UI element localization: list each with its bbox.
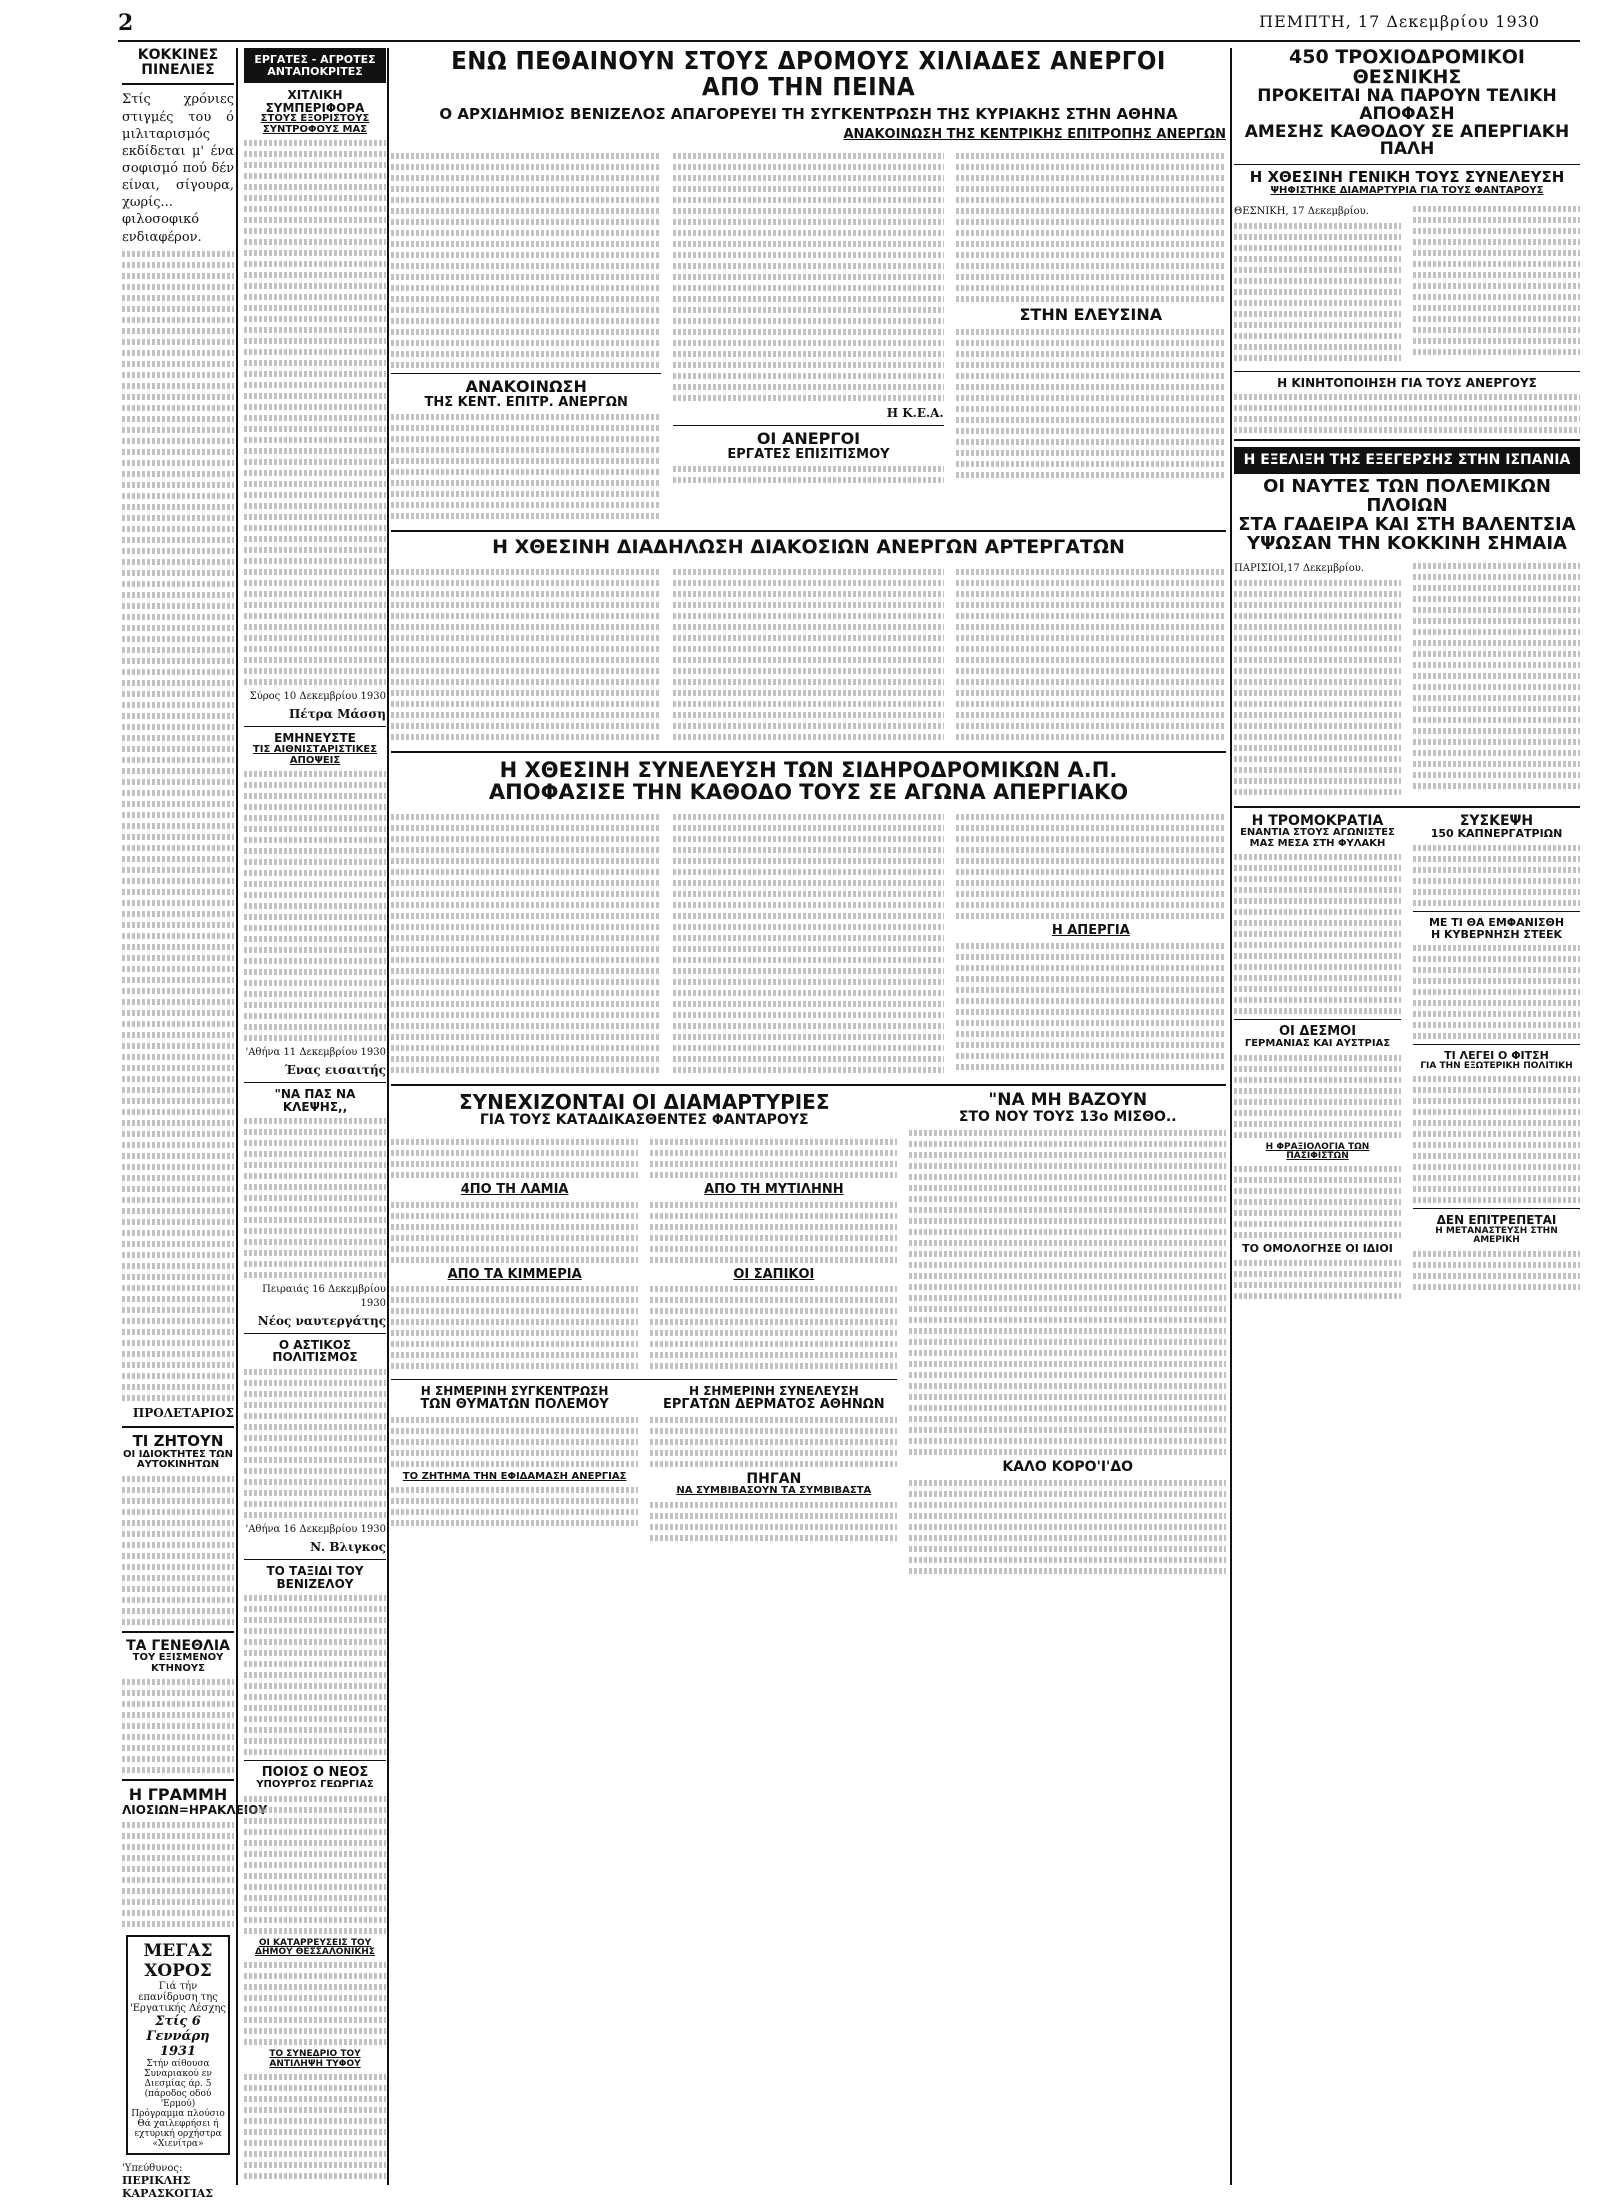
- headline-eleusina: ΣΤΗΝ ΕΛΕΥΣΙΝΑ: [1019, 304, 1163, 324]
- responsible-label: 'Υπεύθυνος:: [122, 2162, 183, 2174]
- subheadline: ΝΑ ΣΥΜΒΙΒΑΣΟΥΝ ΤΑ ΣΥΜΒΙΒΑΣΤΑ: [676, 1485, 872, 1497]
- headline-ispania: Η ΕΞΕΛΙΞΗ ΤΗΣ ΕΞΕΓΕΡΣΗΣ ΣΤΗΝ ΙΣΠΑΝΙΑ: [1234, 447, 1580, 474]
- article-signature: Πέτρα Μάσση: [288, 707, 386, 722]
- headline-na-mi-vazoun: "ΝΑ ΜΗ ΒΑΖΟΥΝ: [988, 1090, 1148, 1111]
- lead-story-columns: [391, 148, 1226, 524]
- headline-ispania-3: ΣΤΑ ΓΑΔΕΙΡΑ ΚΑΙ ΣΤΗ ΒΑΛΕΝΤΣΙΑ: [1238, 513, 1576, 535]
- column-correspondents: [240, 48, 390, 2185]
- subheadline: ΕΝΑΝΤΙΑ ΣΤΟΥΣ ΑΓΩΝΙΣΤΕΣ ΜΑΣ ΜΕΣΑ ΣΤΗ ΦΥΛΑΚΗ: [1240, 827, 1395, 849]
- headline-kinitopoiisi: Η ΚΙΝΗΤΟΠΟΙΗΣΗ ΓΙΑ ΤΟΥΣ ΑΝΕΡΓΟΥΣ: [1277, 375, 1537, 390]
- headline-diadilosi-artergaton: Η ΧΘΕΣΙΝΗ ΔΙΑΔΗΛΩΣΗ ΔΙΑΚΟΣΙΩΝ ΑΝΕΡΓΩΝ ΑΡΤΕΡΓΑΤΩΝ: [492, 536, 1125, 559]
- subheadline: ΤΩΝ ΘΥΜΑΤΩΝ ΠΟΛΕΜΟΥ: [420, 1396, 609, 1412]
- demo-story-columns: [391, 564, 1226, 745]
- ad-text: Γιά τήν επανίδρυση της 'Εργατικής Λέσχης: [130, 1980, 227, 2014]
- page-number: 2: [118, 10, 134, 36]
- headline-apergia: Η ΑΠΕΡΓΙΑ: [1051, 923, 1130, 939]
- lead-col-2: [673, 148, 943, 524]
- headline-ispania-4: ΥΨΩΣΑΝ ΤΗΝ ΚΟΚΚΙΝΗ ΣΗΜΑΙΑ: [1247, 532, 1567, 554]
- rail-story-columns: [391, 809, 1226, 1078]
- dispatch-dateline: ΠΑΡΙΣΙΟΙ,17 Δεκεμβρίου.: [1234, 562, 1365, 574]
- headline-syskepsi: ΣΥΣΚΕΨΗ: [1459, 812, 1534, 829]
- subheadline: Η ΜΕΤΑΝΑΣΤΕΥΣΗ ΣΤΗΝ ΑΜΕΡΙΚΗ: [1435, 1225, 1558, 1246]
- headline-ispania-2: ΟΙ ΝΑΥΤΕΣ ΤΩΝ ΠΟΛΕΜΙΚΩΝ ΠΛΟΙΩΝ: [1263, 475, 1551, 516]
- masthead-bar: [118, 6, 1580, 42]
- main-headline: ΕΝΩ ΠΕΘΑΙΝΟΥΝ ΣΤΟΥΣ ΔΡΟΜΟΥΣ ΧΙΛΙΑΔΕΣ ΑΝΕΡΓΟΙ ΑΠΟ ΤΗΝ ΠΕΙΝΑ: [451, 46, 1166, 102]
- salary-block: [909, 1092, 1226, 1578]
- headline-tromokratia: Η ΤΡΟΜΟΚΡΑΤΙΑ: [1251, 812, 1384, 829]
- headline-synelefsi-dermatos: Η ΣΗΜΕΡΙΝΗ ΣΥΝΕΛΕΥΣΗ: [689, 1384, 859, 1399]
- headline-anergia: ΤΟ ΖΗΤΗΜΑ ΤΗΝ ΕΦΙΔΑΜΑΣΗ ΑΝΕΡΓΙΑΣ: [402, 1470, 627, 1482]
- headline-taxidi-venizelou: ΤΟ ΤΑΞΙΔΙ ΤΟΥ ΒΕΝΙΖΕΛΟΥ: [266, 1564, 364, 1591]
- subheadline: ΕΡΓΑΤΩΝ ΔΕΡΜΑΤΟΣ ΑΘΗΝΩΝ: [663, 1396, 885, 1412]
- main-subheadline-2: ΑΝΑΚΟΙΝΩΣΗ ΤΗΣ ΚΕΝΤΡΙΚΗΣ ΕΠΙΤΡΟΠΗΣ ΑΝΕΡΓΩΝ: [843, 127, 1226, 143]
- headline-pigan: ΠΗΓΑΝ: [746, 1470, 802, 1487]
- headline-sapioi: ΟΙ ΣΑΠΙΚΟΙ: [733, 1266, 815, 1282]
- subheadline: ΟΙ ΚΑΤΑΡΡΕΥΣΕΙΣ ΤΟΥ ΔΗΜΟΥ ΘΕΣΣΑΛΟΝΙΚΗΣ: [255, 1937, 375, 1957]
- headline-desmoi: ΟΙ ΔΕΣΜΟΙ: [1278, 1024, 1357, 1040]
- right-headline-3: ΑΜΕΣΗΣ ΚΑΘΟΔΟΥ ΣΕ ΑΠΕΡΓΙΑΚΗ ΠΑΛΗ: [1244, 121, 1570, 160]
- right-headline: 450 ΤΡΟΧΙΟΔΡΟΜΙΚΟΙ ΘΕΣΝΙΚΗΣ: [1289, 46, 1525, 88]
- headline-emineuste: ΕΜΗΝΕΥΣΤΕ: [274, 731, 356, 746]
- subheadline: Η ΚΥΒΕΡΝΗΣΗ ΣΤΕΕΚ: [1430, 927, 1563, 941]
- headline-poios-o-neos: ΠΟΙΟΣ Ο ΝΕΟΣ: [261, 1765, 369, 1781]
- headline-synkentrosi-thymaton: Η ΣΗΜΕΡΙΝΗ ΣΥΓΚΕΝΤΡΩΣΗ: [420, 1384, 609, 1399]
- headline-na-pas-na-klepsis: "ΝΑ ΠΑΣ ΝΑ ΚΛΕΨΗΣ,,: [274, 1087, 356, 1114]
- headline-omologise: ΤΟ ΟΜΟΛΟΓΗΣΕ ΟΙ ΙΔΙΟΙ: [1242, 1242, 1393, 1256]
- subheadline: ΓΙΑ ΤΟΥΣ ΚΑΤΑΔΙΚΑΣΘΕΝΤΕΣ ΦΑΝΤΑΡΟΥΣ: [479, 1112, 809, 1129]
- headline-ti-zitoun: ΤΙ ΖΗΤΟΥΝ: [132, 1431, 224, 1450]
- lead-col-3: [956, 148, 1226, 524]
- lower-stories: [391, 1092, 1226, 1578]
- column-kokkines-pinelies: [118, 47, 268, 2200]
- subheadline: ΤΟ ΣΥΝΕΔΡΙΟ ΤΟΥ ΑΝΤΙΛΗΨΗ ΤΥΦΟΥ: [269, 2049, 361, 2069]
- headline-grammi: Η ΓΡΑΜΜΗ: [128, 1785, 228, 1805]
- headline-fraxiologia: Η ΦΡΑΞΙΟΛΟΓΙΑ ΤΩΝ ΠΑΣΙΦΙΣΤΩΝ: [1265, 1141, 1370, 1161]
- column-title: ΚΟΚΚΙΝΕΣ ΠΙΝΕΛΙΕΣ: [137, 47, 219, 78]
- headline-den-epitrepetai: ΔΕΝ ΕΠΙΤΡΕΠΕΤΑΙ: [1436, 1213, 1557, 1228]
- headline-fitsi: ΤΙ ΛΕΓΕΙ Ο ΦΙΤΣΗ: [1444, 1049, 1549, 1063]
- article-date: 'Αθήνα 16 Δεκεμβρίου 1930: [245, 1524, 386, 1535]
- subheadline: ΣΤΟ ΝΟΥ ΤΟΥΣ 13ο ΜΙΣΘΟ..: [958, 1109, 1177, 1126]
- ad-date: Στίς 6 Γεννάρη 1931: [146, 2013, 210, 2059]
- article-lead: Στίς χρόνιες στιγμές του ό μιλιταρισμός εκδίδεται μ' ένα σοφισμό πού δέν είναι, σίγουρα, χωρίς... φιλοσοφικό ενδιαφέρον.: [122, 92, 234, 245]
- lead-col-1: [391, 148, 661, 524]
- dispatch-kimmeria: ΑΠΟ ΤΑ ΚΙΜΜΕΡΙΑ: [447, 1266, 582, 1282]
- article-signature: Ένας εισαιτής: [284, 1063, 386, 1078]
- headline-astikos-politismos: Ο ΑΣΤΙΚΟΣ ΠΟΛΙΤΙΣΜΟΣ: [272, 1337, 358, 1365]
- subheadline: ΓΕΡΜΑΝΙΑΣ ΚΑΙ ΑΥΣΤΡΙΑΣ: [1244, 1038, 1391, 1050]
- article-signature: Ν. Βλιγκος: [310, 1540, 386, 1555]
- article-signature: Η Κ.Ε.Α.: [886, 405, 944, 420]
- subheadline: ΣΤΟΥΣ ΕΞΟΡΙΣΤΟΥΣ ΣΥΝΤΡΟΦΟΥΣ ΜΑΣ: [260, 113, 370, 135]
- subheadline: ΕΡΓΑΤΕΣ ΕΠΙΣΙΤΙΣΜΟΥ: [727, 446, 890, 462]
- article-date: Πειραιάς 16 Δεκεμβρίου 1930: [262, 1284, 386, 1309]
- headline-diamartyries: ΣΥΝΕΧΙΖΟΝΤΑΙ ΟΙ ΔΙΑΜΑΡΤΥΡΙΕΣ: [458, 1090, 830, 1115]
- subheadline: 150 ΚΑΠΝΕΡΓΑΤΡΙΩΝ: [1430, 827, 1563, 841]
- headline-genethlia: ΤΑ ΓΕΝΕΘΛΙΑ: [126, 1637, 230, 1654]
- subheadline: ΥΠΟΥΡΓΟΣ ΓΕΩΡΓΙΑΣ: [256, 1779, 374, 1791]
- right-headline-2: ΠΡΟΚΕΙΤΑΙ ΝΑ ΠΑΡΟΥΝ ΤΕΛΙΚΗ ΑΠΟΦΑΣΗ: [1257, 85, 1557, 124]
- ad-title: ΜΕΓΑΣ ΧΟΡΟΣ: [143, 1940, 213, 1981]
- right-subheadline: Η ΧΘΕΣΙΝΗ ΓΕΝΙΚΗ ΤΟΥΣ ΣΥΝΕΛΕΥΣΗ: [1249, 168, 1565, 187]
- headline-steek: ΜΕ ΤΙ ΘΑ ΕΜΦΑΝΙΣΘΗ: [1428, 915, 1565, 929]
- column-title: ΕΡΓΑΤΕΣ - ΑΓΡΟΤΕΣ ΑΝΤΑΠΟΚΡΙΤΕΣ: [244, 48, 386, 83]
- dispatch-dateline: ΘΕΣΝΙΚΗ, 17 Δεκεμβρίου.: [1234, 205, 1369, 217]
- right-news-area: [1234, 48, 1580, 2185]
- article-date: 'Αθήνα 11 Δεκεμβρίου 1930: [245, 1047, 386, 1059]
- subheadline: ΛΙΟΣΙΩΝ=ΗΡΑΚΛΕΙΟΥ: [122, 1803, 268, 1818]
- article-signature: Νέος ναυτεργάτης: [257, 1313, 386, 1328]
- main-news-area: [391, 48, 1226, 2185]
- subheadline: ΓΙΑ ΤΗΝ ΕΞΩΤΕΡΙΚΗ ΠΟΛΙΤΙΚΗ: [1420, 1060, 1573, 1071]
- subheadline: ΤΙΣ ΑΙΘΝΙΣΤΑΡΙΣΤΙΚΕΣ ΑΠΟΨΕΙΣ: [252, 744, 378, 766]
- dispatch-lamia: 4ΠΟ ΤΗ ΛΑΜΙΑ: [460, 1182, 569, 1198]
- main-subheadline: Ο ΑΡΧΙΔΗΜΙΟΣ ΒΕΝΙΖΕΛΟΣ ΑΠΑΓΟΡΕΥΕΙ ΤΗ ΣΥΓΚΕΝΤΡΩΣΗ ΤΗΣ ΚΥΡΙΑΚΗΣ ΣΤΗΝ ΑΘΗΝΑ: [439, 104, 1178, 123]
- article-signature: ΠΡΟΛΕΤΑΡΙΟΣ: [132, 1405, 234, 1420]
- dateline: ΠΕΜΠΤΗ, 17 Δεκεμβρίου 1930: [1259, 12, 1540, 31]
- dance-advertisement: [126, 1935, 230, 2155]
- ad-venue: Στήν αίθουσα Συναριακού εν Διεσμίας άρ. 5 (πάροδος οδού 'Ερμού): [144, 2058, 212, 2109]
- subheadline: ΟΙ ΙΔΙΟΚΤΗΤΕΣ ΤΩΝ ΑΥΤΟΚΙΝΗΤΩΝ: [123, 1448, 233, 1471]
- headline-sidirodromikoi: Η ΧΘΕΣΙΝΗ ΣΥΝΕΛΕΥΣΗ ΤΩΝ ΣΙΔΗΡΟΔΡΟΜΙΚΩΝ Α.Π.: [499, 758, 1118, 783]
- column-rule: [1230, 48, 1232, 2185]
- headline-sidirodromikoi-2: ΑΠΟΦΑΣΙΣΕ ΤΗΝ ΚΑΘΟΔΟ ΤΟΥΣ ΣΕ ΑΓΩΝΑ ΑΠΕΡΓΙΑΚΟ: [488, 780, 1129, 805]
- right-subheadline-2: ΨΗΦΙΣΤΗΚΕ ΔΙΑΜΑΡΤΥΡΙΑ ΓΙΑ ΤΟΥΣ ΦΑΝΤΑΡΟΥΣ: [1270, 185, 1544, 196]
- headline-oi-anergoi: ΟΙ ΑΝΕΡΓΟΙ: [756, 428, 861, 448]
- headline-anakoinosi: ΑΝΑΚΟΙΝΩΣΗ: [465, 376, 587, 396]
- subheadline: ΤΟΥ ΕΞΙΣΜΕΝΟΥ ΚΤΗΝΟΥΣ: [132, 1652, 224, 1674]
- ad-program: Πρόγραμμα πλούσιο Θά χαιλεφρήσει ή εχτυρική ορχήστρα «Χιενίτρα»: [131, 2108, 225, 2149]
- headline-xitliki: ΧΙΤΛΙΚΗ ΣΥΜΠΕΡΙΦΟΡΑ: [265, 88, 365, 115]
- subheadline: ΤΗΣ ΚΕΝΤ. ΕΠΙΤΡ. ΑΝΕΡΓΩΝ: [424, 394, 628, 410]
- responsible-name: ΠΕΡΙΚΛΗΣ ΚΑΡΑΣΚΟΓΙΑΣ: [122, 2173, 214, 2200]
- headline-kalo-koroido: ΚΑΛΟ ΚΟΡΟ'Ι'ΔΟ: [1002, 1458, 1134, 1475]
- article-date: Σύρος 10 Δεκεμβρίου 1930: [249, 691, 386, 703]
- dispatch-mytilene: ΑΠΟ ΤΗ ΜΥΤΙΛΗΝΗ: [704, 1182, 844, 1198]
- protest-block: [391, 1092, 897, 1578]
